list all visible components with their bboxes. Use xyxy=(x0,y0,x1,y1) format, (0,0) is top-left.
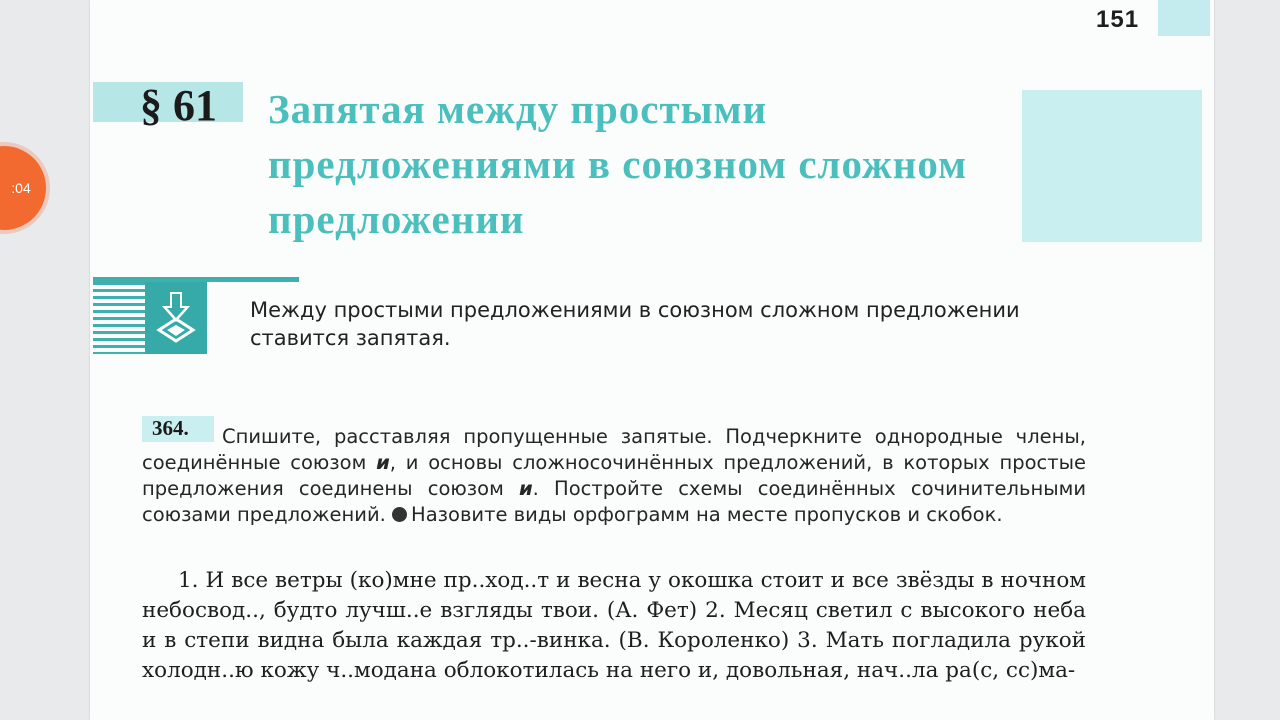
section-number: § 61 xyxy=(140,81,217,130)
side-decoration-block xyxy=(1022,90,1202,242)
rule-text: Между простыми предложениями в союзном сложном предложении ставится запятая. xyxy=(250,298,1020,350)
task-part-2: , и основы сложносочинённых предложений, в которых простые предложения соединены союзом xyxy=(142,451,1086,500)
conjunction-i-1: и xyxy=(376,451,390,474)
task-part-4: Назовите виды орфограмм на месте пропусков и скобок. xyxy=(411,503,1003,526)
task-part-3: . Постройте схемы соединённых сочинительными союзами предложений. xyxy=(142,477,1087,526)
timer-badge[interactable] xyxy=(0,146,46,230)
page-number: 151 xyxy=(1096,6,1140,33)
bullet-dot-icon xyxy=(392,507,407,522)
exercise-body: 1. И все ветры (ко)мне пр..ход..т и весна у окошка стоит и все звёзды в ночном небосвод.., будто лучш..е взгляды твои. (А. Фет) 2. Месяц светил с высокого неба и в степи видна была каждая тр..-винка. (В. Короленко) 3. Мать погладила рукой холодн..ю кожу ч..модана облокотилась на него и, довольная, нач..ла ра(с, сс)ма- xyxy=(142,568,1086,683)
exercise-number: 364. xyxy=(152,416,189,440)
section-title: Запятая между простыми предложениями в союзном сложном предложении xyxy=(268,86,968,242)
conjunction-i-2: и xyxy=(519,477,533,500)
page-corner-tab xyxy=(1158,0,1210,36)
task-part-1: Спишите, расставляя пропущенные запятые. Подчеркните однородные члены, соединённые союзом xyxy=(142,425,1086,474)
exercise-task xyxy=(142,424,1086,528)
download-tray-icon xyxy=(145,282,207,354)
rule-stripes xyxy=(93,282,153,354)
timer-text: :04 xyxy=(11,180,31,196)
